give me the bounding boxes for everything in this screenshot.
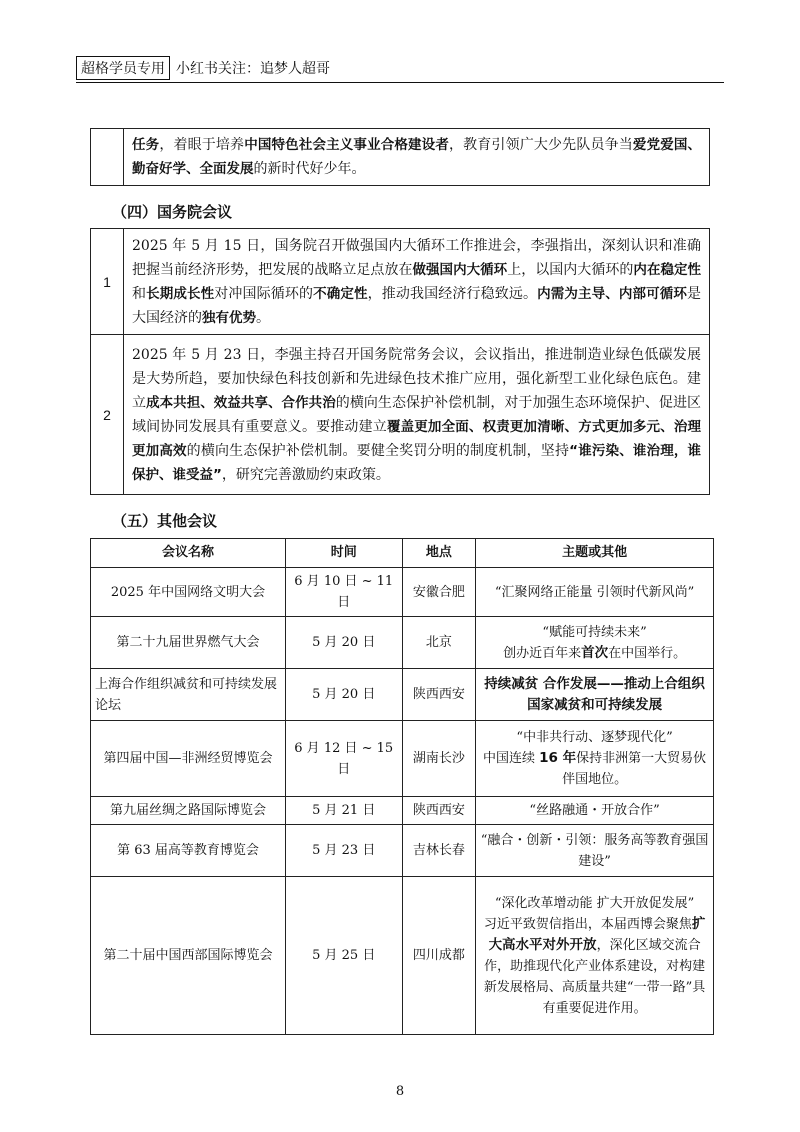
table-row [91, 721, 714, 797]
text: ，深化区域交流合作，助推现代化产业体系建设，对构建新发展格局、高质量共建“一带一路”具有重要促进作用。 [483, 937, 706, 1016]
bold-text: 中国特色社会主义事业合格建设者 [244, 137, 449, 153]
section4-title: （四）国务院会议 [112, 203, 233, 221]
text: 2025 年 5 月 15 日，国务院召开做强国内大循环工作推进会，李强指出，深刻认识和准确把握当前经济形势，把发展的战略立足点放在 [132, 237, 701, 278]
row-number: 1 [91, 229, 124, 335]
table-row [91, 335, 710, 495]
section5-title: （五）其他会议 [112, 512, 218, 530]
meeting-theme [476, 669, 714, 721]
meeting-theme [476, 877, 714, 1035]
page-header [76, 56, 330, 80]
state-council-table [90, 228, 710, 495]
meeting-theme: “丝路融通・开放合作” [476, 797, 714, 825]
bold-text: 爱党爱国、勤奋 [132, 137, 702, 177]
meeting-name: 第二十届中国西部国际博览会 [91, 877, 286, 1035]
meeting-name: 第 63 届高等教育博览会 [91, 825, 286, 877]
meeting-place: 北京 [402, 617, 476, 669]
text: ，推动我国经济行稳致远。 [367, 285, 538, 302]
text: “深化改革增动能 扩大开放促发展” [494, 895, 695, 911]
table-row [91, 129, 710, 186]
header-divider [76, 82, 724, 83]
meeting-theme: “汇聚网络正能量 引领时代新风尚” [476, 568, 714, 617]
text: ，着眼于培养 [159, 137, 245, 153]
text: “赋能可持续未来” [542, 624, 647, 640]
col-header-time: 时间 [285, 539, 402, 568]
meeting-name: 第九届丝绸之路国际博览会 [91, 797, 286, 825]
bold-text: 做强国内大循环 [412, 261, 508, 278]
meeting-time: 5 月 20 日 [285, 669, 402, 721]
table-row [91, 877, 714, 1035]
bold-text: 首次 [581, 644, 609, 661]
meeting-time: 6 月 10 日 ~ 11 日 [285, 568, 402, 617]
meeting-place: 湖南长沙 [402, 721, 476, 797]
meeting-time: 6 月 12 日 ~ 15 日 [285, 721, 402, 797]
text: 。 [256, 309, 270, 326]
table-row [91, 669, 714, 721]
text: 2025 年 5 月 23 日，李强主持召开国务院常务会议，会议指出，推进制造业绿色低碳发展是大势所趋，要加快绿色科技创新和先进绿色技术推广应用，强化新型工业化绿色底色。建立 [132, 346, 701, 411]
meeting-time: 5 月 23 日 [285, 825, 402, 877]
meeting-place: 四川成都 [402, 877, 476, 1035]
meeting-theme: “融合・创新・引领：服务高等教育强国建设” [476, 825, 714, 877]
col-header-theme: 主题或其他 [476, 539, 714, 568]
text: ，研究完善激励约束政策。 [221, 466, 390, 483]
text: 的新时代好少年。 [253, 161, 366, 177]
bold-text: 内在稳定性 [633, 261, 702, 278]
table-header-row [91, 539, 714, 568]
bold-text: “谁污染、谁治理，谁保护、谁受益” [132, 442, 702, 483]
bold-text: 扩大高水平对外开放 [488, 915, 706, 953]
meeting-place: 吉林长春 [402, 825, 476, 877]
bold-text: 覆盖更加全面、权责更加清晰、方式更加多元、治理更加高效 [132, 418, 702, 459]
text: 在中国举行。 [608, 645, 687, 661]
bold-text: 内需为主导、内部可循环 [537, 285, 687, 302]
text: 习近平致贺信指出，本届西博会聚焦 [483, 916, 692, 932]
continuation-table [90, 128, 710, 186]
other-meetings-table [90, 538, 714, 1035]
text: 上，以国内大循环的 [507, 261, 634, 278]
meeting-place: 安徽合肥 [402, 568, 476, 617]
table-row [91, 229, 710, 335]
row-text-cell [124, 129, 710, 186]
meeting-place: 陕西西安 [402, 669, 476, 721]
meeting-name: 第四届中国—非洲经贸博览会 [91, 721, 286, 797]
row-number: 2 [91, 335, 124, 495]
table-row [91, 825, 714, 877]
bold-text: 长期成长性 [146, 285, 215, 302]
table-row [91, 568, 714, 617]
bold-text: 独有优势 [202, 309, 256, 326]
meeting-place: 陕西西安 [402, 797, 476, 825]
text: 的横向生态保护补偿机制，对于加强生态环境保护、促进区域间协同发展具有重要意义。要推动建立 [132, 394, 702, 435]
row-text [124, 335, 710, 495]
text: 的横向生态保护补偿机制。要健全奖罚分明的制度机制，坚持 [186, 442, 570, 459]
meeting-theme [476, 617, 714, 669]
header-badge: 超格学员专用 [76, 56, 170, 80]
text: ，教育引领广大少先队员争当 [448, 137, 633, 153]
meeting-time: 5 月 21 日 [285, 797, 402, 825]
col-header-name: 会议名称 [91, 539, 286, 568]
bold-text: 不确定性 [313, 285, 368, 302]
text: “中非共行动、逐梦现代化” [516, 730, 673, 745]
bold-text: 任务 [132, 137, 160, 153]
bold-text: 16 年 [539, 750, 577, 766]
table-row [91, 797, 714, 825]
text: 创办近百年来 [503, 645, 582, 661]
meeting-time: 5 月 25 日 [285, 877, 402, 1035]
meeting-name: 2025 年中国网络文明大会 [91, 568, 286, 617]
header-text: 小红书关注：追梦人超哥 [176, 61, 330, 77]
bold-text: 成本共担、效益共享、合作共治 [146, 394, 336, 411]
meeting-theme [476, 721, 714, 797]
row-number-cell [91, 129, 124, 186]
text: 保持非洲第一大贸易伙伴国地位。 [562, 751, 707, 787]
text: 对冲国际循环的 [214, 285, 314, 302]
text: 和 [132, 285, 147, 302]
page-number: 8 [395, 1084, 405, 1099]
bold-text: 好学、全面发展 [159, 161, 254, 177]
meeting-name: 上海合作组织减贫和可持续发展论坛 [91, 669, 286, 721]
col-header-place: 地点 [402, 539, 476, 568]
text: 中国连续 [483, 751, 540, 766]
meeting-name: 第二十九届世界燃气大会 [91, 617, 286, 669]
meeting-time: 5 月 20 日 [285, 617, 402, 669]
table-row [91, 617, 714, 669]
row-text [124, 229, 710, 335]
text: 是大国经济的 [132, 285, 701, 326]
bold-text: 持续减贫 合作发展——推动上合组织国家减贫和可持续发展 [484, 675, 705, 713]
